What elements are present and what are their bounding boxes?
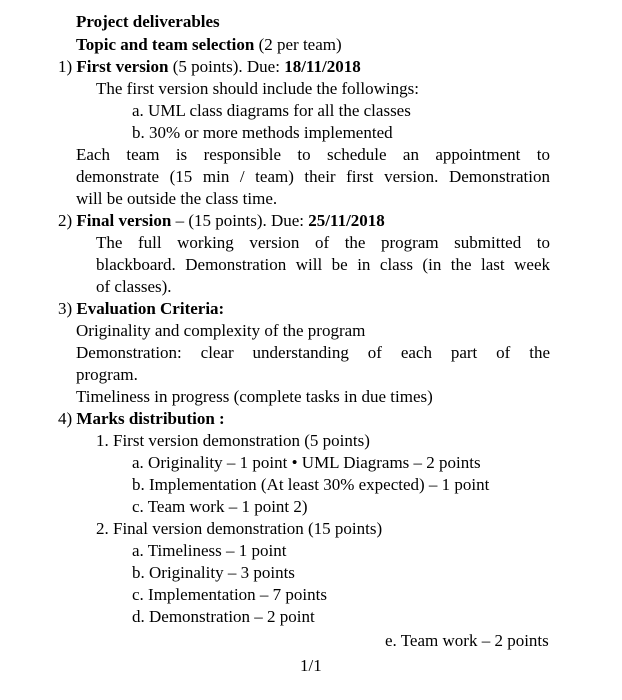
section-4-subheading: 1. First version demonstration (5 points) [96,431,370,450]
section-4-heading: 4) Marks distribution : [58,409,225,428]
doc-heading: Project deliverables [76,12,220,31]
section-4-item: c. Team work – 1 point 2) [132,497,308,516]
section-1-para-line: Each team is responsible to schedule an appointment to [76,145,550,164]
section-2-heading: 2) Final version – (15 points). Due: 25/11/2018 [58,211,385,230]
section-1-intro: The first version should include the followings: [96,79,419,98]
section-3-line: Originality and complexity of the program [76,321,366,340]
section-1-item: b. 30% or more methods implemented [132,123,393,142]
page-number: 1/1 [300,656,322,675]
section-4-subheading: 2. Final version demonstration (15 points) [96,519,383,538]
section-4-stray-item: e. Team work – 2 points [385,631,549,650]
section-3-line: Demonstration: clear understanding of each part of the [76,343,550,362]
section-3-line: Timeliness in progress (complete tasks in due times) [76,387,433,406]
section-4-item: c. Implementation – 7 points [132,585,327,604]
section-2-para-line: blackboard. Demonstration will be in class (in the last week [96,255,550,274]
section-1-para-line: demonstrate (15 min / team) their first version. Demonstration [76,167,550,186]
section-1-heading: 1) First version (5 points). Due: 18/11/2018 [58,57,361,76]
section-3-line: program. [76,365,138,384]
section-2-para-line: of classes). [96,277,172,296]
section-4-item: d. Demonstration – 2 point [132,607,315,626]
section-3-heading: 3) Evaluation Criteria: [58,299,225,318]
topic-line: Topic and team selection (2 per team) [76,35,342,54]
section-4-item: b. Implementation (At least 30% expected) – 1 point [132,475,490,494]
section-4-item: a. Originality – 1 point • UML Diagrams – 2 points [132,453,481,472]
section-4-item: b. Originality – 3 points [132,563,295,582]
section-1-para-line: will be outside the class time. [76,189,278,208]
section-2-para-line: The full working version of the program submitted to [96,233,550,252]
section-1-item: a. UML class diagrams for all the classes [132,101,411,120]
section-4-item: a. Timeliness – 1 point [132,541,287,560]
